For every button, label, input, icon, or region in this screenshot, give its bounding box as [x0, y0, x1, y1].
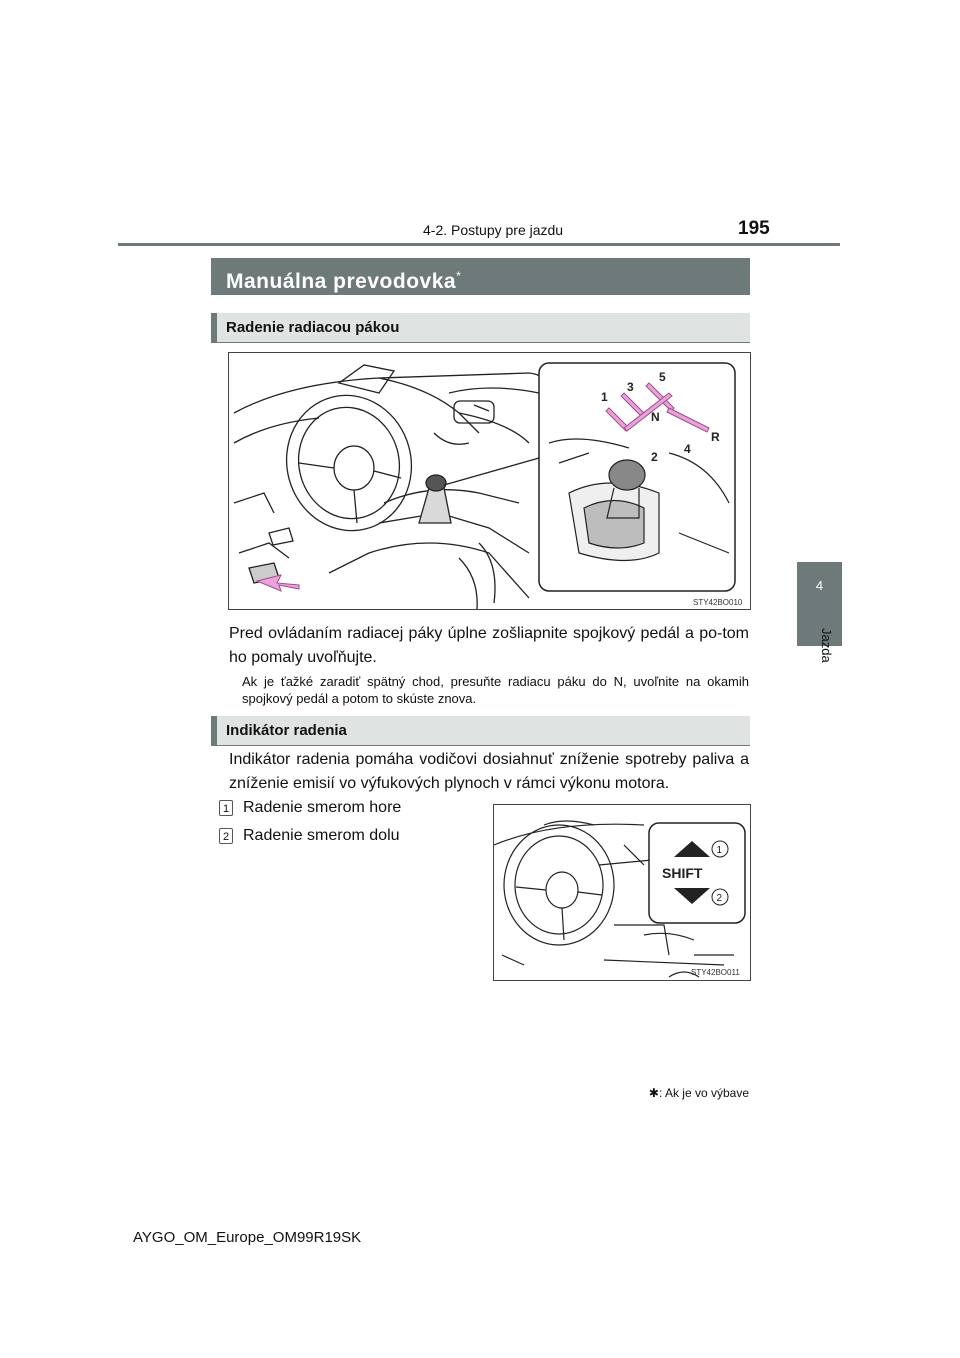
gear-label-2: 2	[651, 450, 658, 464]
gear-label-3: 3	[627, 380, 634, 394]
page-title-text: Manuálna prevodovka	[226, 270, 457, 293]
section-heading-shift-indicator: Indikátor radenia	[211, 716, 750, 745]
page-number: 195	[738, 218, 770, 239]
gear-label-4: 4	[684, 442, 691, 456]
section-paragraph: Pred ovládaním radiacej páky úplne zošliapnite spojkový pedál a po-tom ho pomaly uvoľňujte.	[229, 625, 749, 666]
footnote: ✱: Ak je vo výbave	[648, 1086, 749, 1100]
item-text: Radenie smerom dolu	[243, 827, 400, 844]
item-text: Radenie smerom hore	[243, 799, 402, 816]
shift-label: SHIFT	[662, 865, 703, 881]
item-badge: 2	[219, 828, 233, 844]
figure-code: STY42BO010	[693, 598, 743, 607]
gear-label-5: 5	[659, 370, 666, 384]
header-rule	[118, 243, 840, 246]
figure-code: STY42BO011	[691, 968, 740, 977]
section-rule	[211, 342, 750, 343]
section-paragraph: Indikátor radenia pomáha vodičovi dosiahnuť zníženie spotreby paliva a zníženie emisií vo výfukových plynoch v rámci výkonu motora.	[229, 751, 749, 792]
page-title	[211, 258, 750, 295]
shift-indicator-illustration	[494, 805, 750, 980]
callout-1: 1	[716, 845, 723, 856]
chapter-tab-number: 4	[815, 578, 824, 593]
footer-doc-id: AYGO_OM_Europe_OM99R19SK	[133, 1229, 362, 1246]
gear-label-n: N	[651, 410, 660, 424]
gear-lever-figure	[228, 352, 751, 610]
section-title: 4-2. Postupy pre jazdu	[423, 222, 564, 238]
title-asterisk: *	[456, 269, 462, 283]
item-badge: 1	[219, 800, 233, 816]
section-heading-shift-lever: Radenie radiacou pákou	[211, 313, 750, 342]
section-rule	[211, 745, 750, 746]
chapter-tab-label: Jazda	[819, 628, 834, 663]
gear-label-r: R	[711, 430, 720, 444]
gear-lever-illustration	[229, 353, 750, 609]
gear-label-1: 1	[601, 390, 608, 404]
section-note: Ak je ťažké zaradiť spätný chod, presuňte radiacu páku do N, uvoľnite na okamih spojkový pedál a potom to skúste znova.	[242, 674, 749, 706]
callout-2: 2	[716, 893, 723, 904]
shift-indicator-figure	[493, 804, 751, 981]
